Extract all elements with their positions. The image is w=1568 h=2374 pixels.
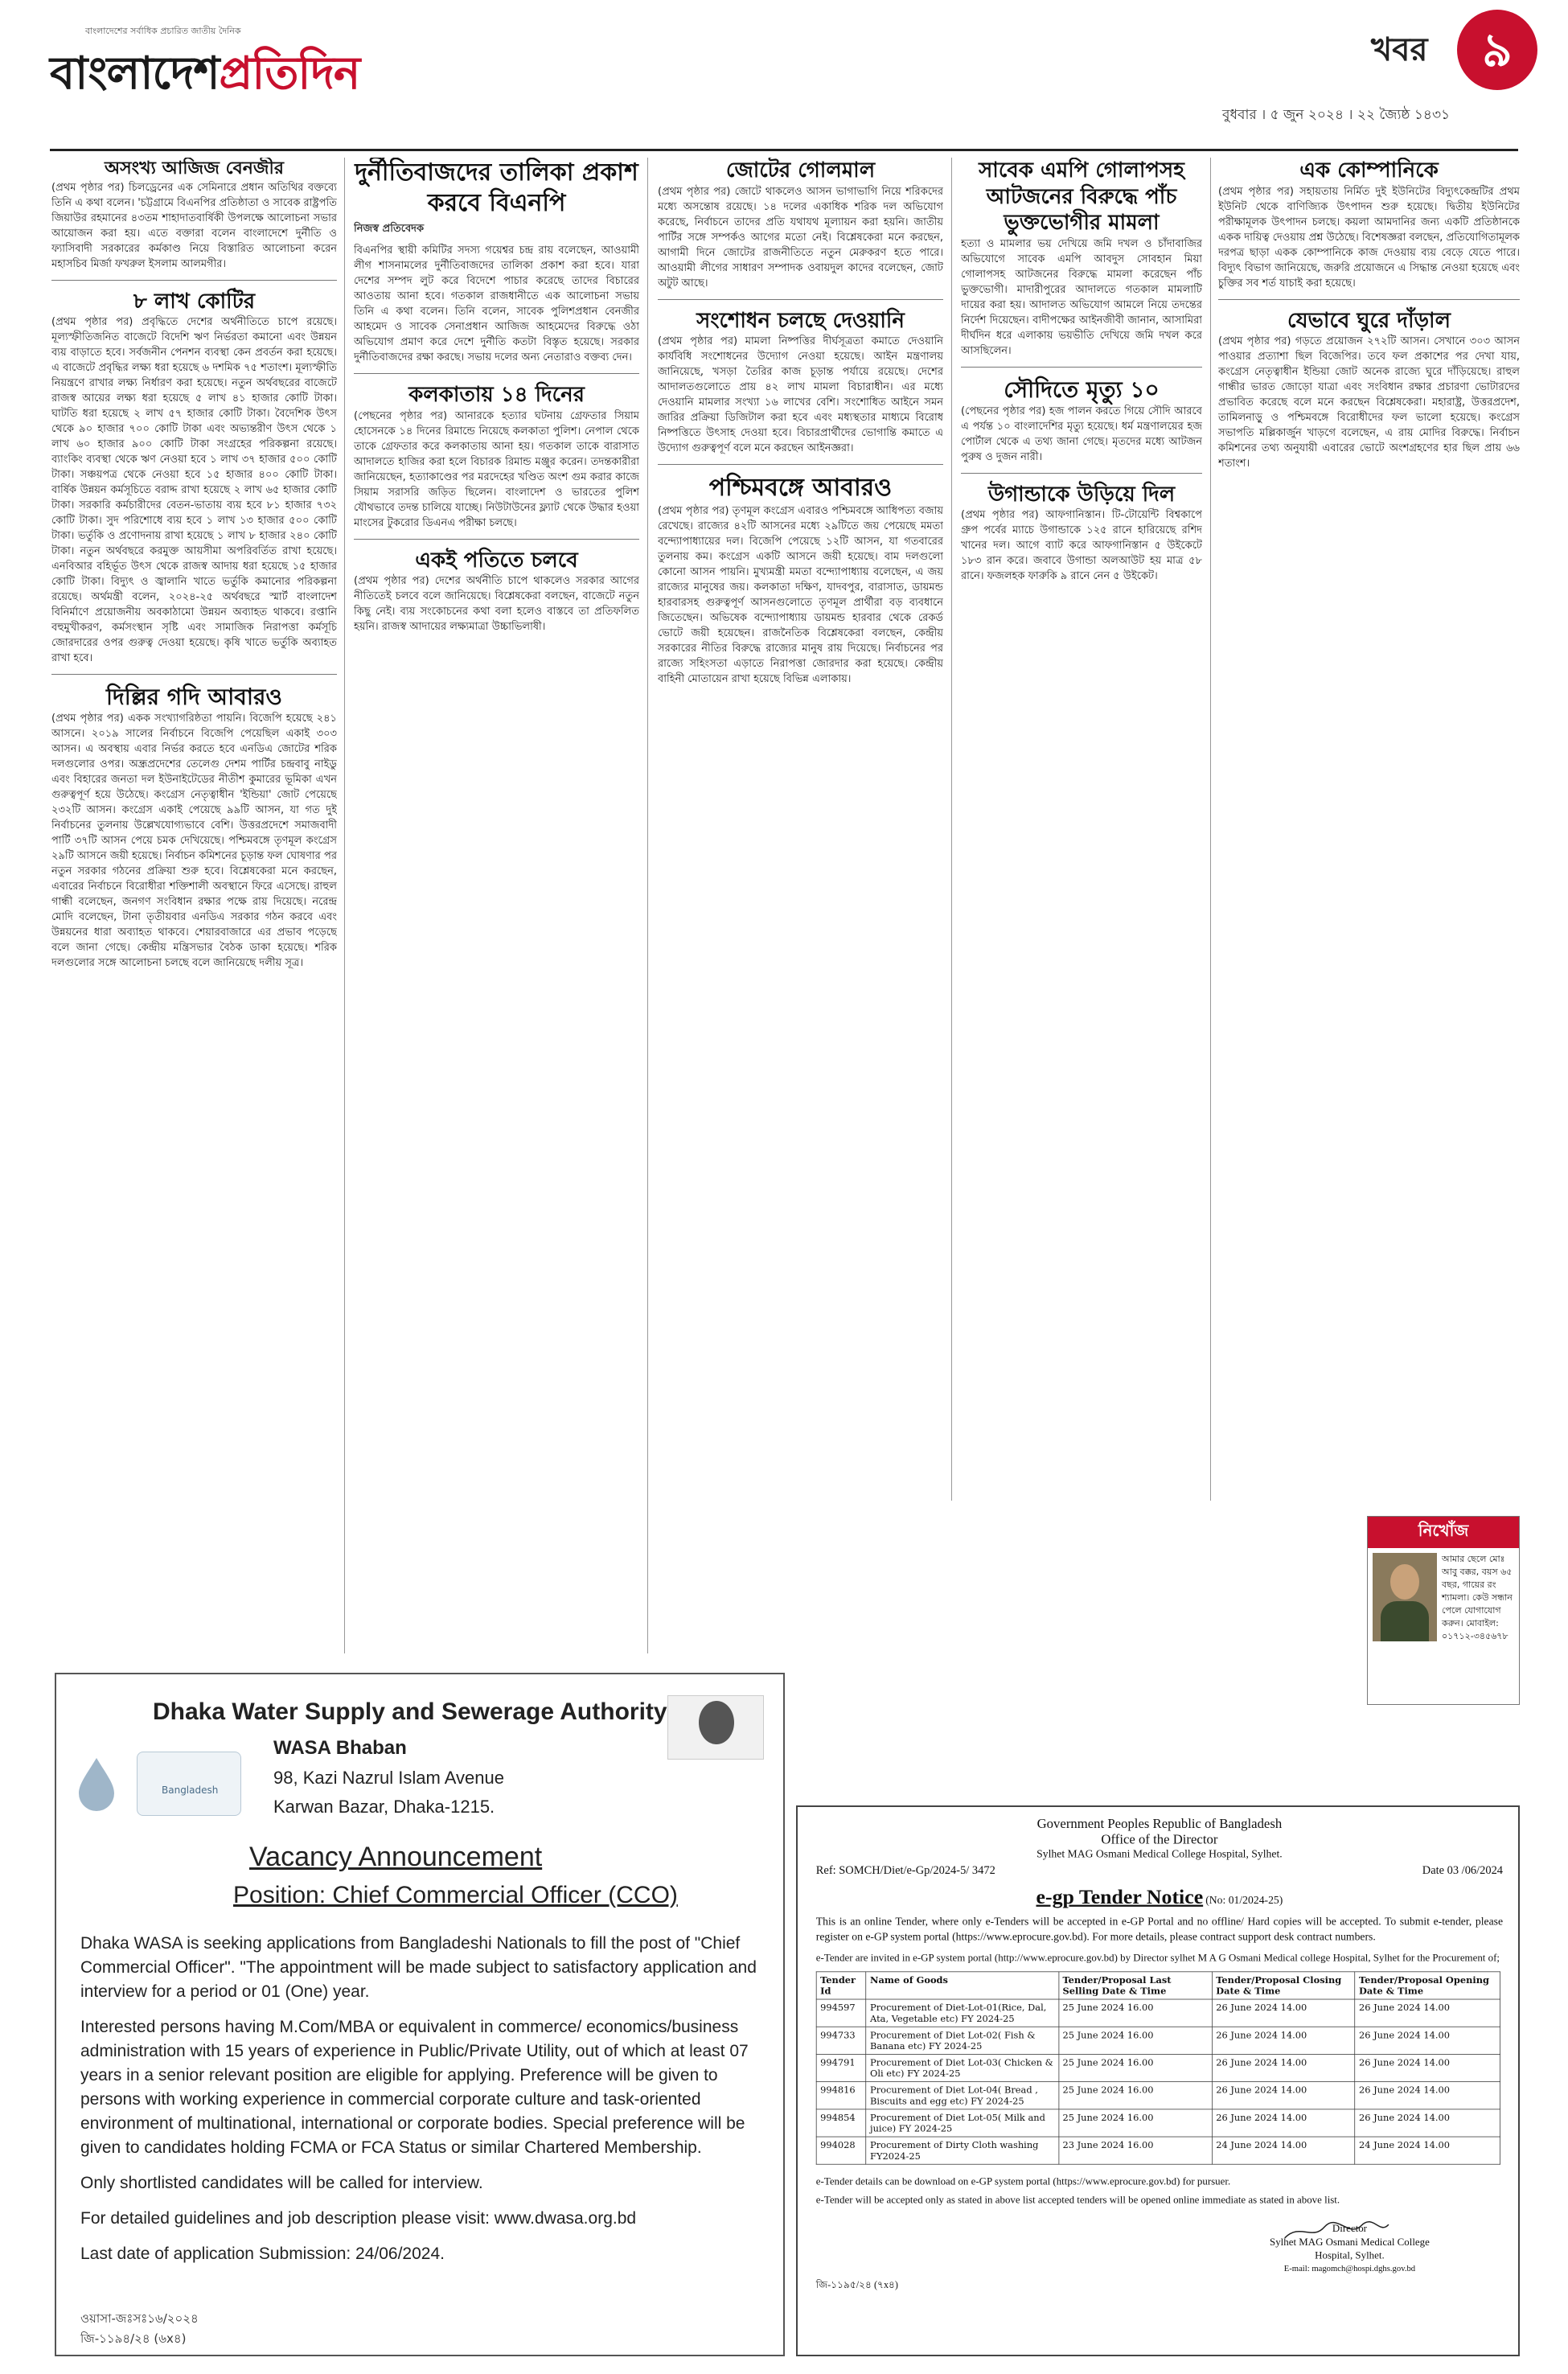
article-text: (প্রথম পৃষ্ঠার পর) দেশের অর্থনীতি চাপে থাকলেও সরকার আগের নীতিতেই চলবে বলে জানিয়েছে। বিশ্লেষকেরা বলছেন, বাজেটে নতুন কিছু নেই। ব্যয় সংকোচনের কথা বলা হলেও বাস্তবে তা প্রতিফলিত হয়নি। রাজস্ব আদায়ের লক্ষ্যমাত্রা উচ্চাভিলাষী। bbox=[354, 575, 639, 633]
wasa-org-name: Dhaka Water Supply and Sewerage Authority bbox=[153, 1698, 667, 1725]
logo-name bbox=[50, 39, 359, 114]
article-text: (প্রথম পৃষ্ঠার পর) চিলড্রেনের এক সেমিনারে প্রধান অতিথির বক্তব্যে তিনি এ কথা বলেন। 'চট্টগ্রামে বিএনপির প্রতিষ্ঠাতা ও সাবেক রাষ্ট্রপতি জিয়াউর রহমানের ৪৩তম শাহাদাতবার্ষিকী উপলক্ষে আলোচনা সভার আয়োজন করা হয়। এতে বক্তারা বলেন বাংলাদেশে দুর্নীতি ও ফ্যাসিবাদী সরকারের কর্মকাণ্ড নিয়ে বিস্তারিত আলোচনা করেন মহাসচিব মির্জা ফখরুল ইসলাম আলমগীর। bbox=[51, 181, 337, 270]
tender-table-body bbox=[816, 1999, 1500, 2164]
sig-line-2: Sylhet MAG Osmani Medical College bbox=[1270, 2236, 1430, 2248]
divider bbox=[354, 373, 639, 374]
column-rule bbox=[344, 158, 345, 1653]
table-cell: 994597 bbox=[816, 1999, 866, 2027]
article-text: হত্যা ও মামলার ভয় দেখিয়ে জমি দখল ও চাঁদাবাজির অভিযোগে সাবেক এমপি আবদুস সোবহান মিয়া গোলাপসহ আটজনের বিরুদ্ধে মামলা করেছেন পাঁচ ভুক্তভোগী। মাদারীপুরের আদালতে গতকাল মামলাটি দায়ের করা হয়। আদালত অভিযোগ আমলে নিয়ে তদন্তের নির্দেশ দিয়েছেন। বাদীপক্ষের আইনজীবী জানান, আসামিরা দীর্ঘদিন ধরে এলাকায় ভয়ভীতি দেখিয়ে জমি দখল করে আসছিলেন। bbox=[961, 237, 1202, 357]
headline-alliance[interactable]: জোটের গোলমাল bbox=[725, 158, 876, 183]
page-number: ৯ bbox=[1457, 10, 1537, 90]
wasa-title: Vacancy Announcement bbox=[249, 1842, 543, 1872]
masthead-rule bbox=[50, 149, 1518, 151]
table-cell: 994028 bbox=[816, 2137, 866, 2164]
headline-civil-procedure[interactable]: সংশোধন চলছে দেওয়ানি bbox=[696, 308, 905, 333]
table-cell: Procurement of Diet Lot-03( Chicken & Oli etc) FY 2024-25 bbox=[866, 2054, 1058, 2081]
photo-face bbox=[1390, 1564, 1419, 1600]
headline-aziz-benazir[interactable]: অসংখ্য আজিজ বেনজীর bbox=[105, 158, 284, 179]
table-cell: 994791 bbox=[816, 2054, 866, 2081]
table-cell: 26 June 2024 14.00 bbox=[1355, 2109, 1500, 2137]
tender-notice-ad bbox=[796, 1805, 1520, 2356]
table-cell: 25 June 2024 16.00 bbox=[1059, 2109, 1213, 2137]
table-cell: Procurement of Diet-Lot-01(Rice, Dal, Ata, Vegetable etc) FY 2024-25 bbox=[866, 1999, 1058, 2027]
article-text: (প্রথম পৃষ্ঠার পর) গড়তে প্রয়োজন ২৭২টি আসন। সেখানে ৩০৩ আসন পাওয়ার প্রত্যাশা ছিল বিজেপির। তবে ফল প্রকাশের পর দেখা যায়, কংগ্রেস নেতৃত্বাধীন ইন্ডিয়া জোট অনেক রাজ্যে ঘুরে দাঁড়িয়েছে। রাহুল গান্ধীর ভারত জোড়ো যাত্রা এবং সংবিধান রক্ষার প্রচারণা ভোটারদের প্রভাবিত করেছে বলে মনে করছেন বিশ্লেষকেরা। মহারাষ্ট্র, উত্তরপ্রদেশ, তামিলনাড়ু ও পশ্চিমবঙ্গে বিরোধীদের ফল ভালো হয়েছে। কংগ্রেস সভাপতি মল্লিকার্জুন খাড়গে বলেছেন, এ রায় মোদির বিরুদ্ধে। নির্বাচন কমিশনের তথ্য অনুযায়ী এবারের ভোটে অংশগ্রহণের হার ছিল প্রায় ৬৬ শতাংশ। bbox=[1218, 335, 1520, 470]
headline-bnp-list[interactable]: দুর্নীতিবাজদের তালিকা প্রকাশ করবে বিএনপি bbox=[355, 158, 638, 217]
wasa-para-4[interactable]: For detailed guidelines and job description please visit: www.dwasa.org.bd bbox=[80, 2209, 637, 2228]
tender-table bbox=[816, 1971, 1500, 2164]
portrait-photo bbox=[699, 1701, 734, 1744]
headline-kolkata[interactable]: কলকাতায় ১৪ দিনের bbox=[408, 383, 585, 407]
table-cell: 26 June 2024 14.00 bbox=[1212, 2027, 1355, 2054]
table-cell: 25 June 2024 16.00 bbox=[1059, 1999, 1213, 2027]
table-cell: 26 June 2024 14.00 bbox=[1212, 2054, 1355, 2081]
article-text: (প্রথম পৃষ্ঠার পর) সহায়তায় নির্মিত দুই ইউনিটের বিদ্যুৎকেন্দ্রটির প্রথম ইউনিট থেকে বাণিজ্যিক উৎপাদন শুরু হয়েছে। দ্বিতীয় ইউনিটের পরীক্ষামূলক উৎপাদন চলছে। কয়লা আমদানির জন্য একটি প্রতিষ্ঠানকে একক দায়িত্ব দেওয়ায় প্রশ্ন উঠেছে। বিশেষজ্ঞরা বলছেন, প্রতিযোগিতামূলক দরপত্র ছাড়া একক কোম্পানিকে কাজ দেওয়ায় ব্যয় বেড়ে যেতে পারে। বিদ্যুৎ বিভাগ জানিয়েছে, জরুরি প্রয়োজনে এ সিদ্ধান্ত নেওয়া হয়েছে এবং চুক্তির সব শর্ত যাচাই করা হয়েছে। bbox=[1218, 185, 1520, 290]
wasa-drop-icon bbox=[72, 1755, 121, 1811]
wasa-body bbox=[80, 1932, 764, 2266]
tender-para-1: This is an online Tender, where only e-Tenders will be accepted in e-GP Portal and no offline/ Hard copies will be accepted. To submit e-tender, please register on e-GP system portal (https://www.eprocure.gov.bd). For more details, please contract support desk contract numbers. bbox=[815, 1915, 1504, 1943]
table-row bbox=[816, 2082, 1500, 2109]
wasa-para-3: Only shortlisted candidates will be called for interview. bbox=[80, 2174, 483, 2192]
article-text: (প্রথম পৃষ্ঠার পর) একক সংখ্যাগরিষ্ঠতা পায়নি। বিজেপি হয়েছে ২৪১ আসনে। ২০১৯ সালের নির্বাচনে বিজেপি পেয়েছিল একাই ৩০৩ আসন। এ অবস্থায় এবার নির্ভর করতে হবে এনডিএ জোটের শরিক দলগুলোর ওপর। অন্ধ্রপ্রদেশের তেলেগু দেশম পার্টির চন্দ্রবাবু নাইডু এবং বিহারের জনতা দল ইউনাইটেডের নীতীশ কুমারের ভূমিকা এখন গুরুত্বপূর্ণ হয়ে উঠেছে। কংগ্রেস নেতৃত্বাধীন 'ইন্ডিয়া' জোট পেয়েছে ২৩২টি আসন। কংগ্রেস একাই পেয়েছে ৯৯টি আসন, যা গত দুই নির্বাচনের তুলনায় উল্লেখযোগ্যভাবে বেশি। উত্তরপ্রদেশে সমাজবাদী পার্টি ৩৭টি আসন পেয়ে চমক দেখিয়েছে। পশ্চিমবঙ্গে তৃণমূল কংগ্রেস ২৯টি আসনে জয়ী হয়েছে। নির্বাচন কমিশনের চূড়ান্ত ফল ঘোষণার পর নতুন সরকার গঠনের প্রক্রিয়া শুরু হবে। বিশ্লেষকেরা মনে করছেন, এবারের নির্বাচনে বিরোধীরা শক্তিশালী অবস্থানে ফিরে এসেছে। রাহুল গান্ধী বলেছেন, জনগণ সংবিধান রক্ষার পক্ষে রায় দিয়েছে। নরেন্দ্র মোদি বলেছেন, টানা তৃতীয়বার এনডিএ সরকার গঠন করবে এবং উন্নয়নের ধারা অব্যাহত থাকবে। শেয়ারবাজারে এর প্রভাব পড়েছে বলে জানা গেছে। কেন্দ্রীয় মন্ত্রিসভার বৈঠক ডাকা হয়েছে। শরিক দলগুলোর সঙ্গে আলোচনা চলছে বলে জানিয়েছে দলীয় সূত্র। bbox=[51, 713, 337, 969]
wasa-address-2: Karwan Bazar, Dhaka-1215. bbox=[273, 1797, 495, 1817]
headline-turnaround[interactable]: যেভাবে ঘুরে দাঁড়াল bbox=[1287, 308, 1451, 333]
table-cell: 26 June 2024 14.00 bbox=[1212, 1999, 1355, 2027]
section-label: খবর bbox=[1371, 31, 1428, 68]
table-cell: Procurement of Diet Lot-02( Fish & Banana etc) FY 2024-25 bbox=[866, 2027, 1058, 2054]
wasa-para-5: Last date of application Submission: 24/06/2024. bbox=[80, 2245, 445, 2263]
headline-west-bengal[interactable]: পশ্চিমবঙ্গে আবারও bbox=[708, 474, 893, 502]
column-4 bbox=[961, 158, 1202, 1501]
wasa-ref-1: ওয়াসা-জঃসঃ১৬/২০২৪ bbox=[80, 2311, 199, 2326]
table-cell: 26 June 2024 14.00 bbox=[1212, 2109, 1355, 2137]
logo-name-a: বাংলাদেশ bbox=[50, 47, 220, 100]
wasa-building: WASA Bhaban bbox=[273, 1737, 407, 1759]
tender-col-header: Tender/Proposal Closing Date & Time bbox=[1212, 1972, 1355, 1999]
table-cell: 24 June 2024 14.00 bbox=[1212, 2137, 1355, 2164]
table-cell: Procurement of Dirty Cloth washing FY2024-25 bbox=[866, 2137, 1058, 2164]
logo-tagline: বাংলাদেশের সর্বাধিক প্রচারিত জাতীয় দৈনিক bbox=[85, 26, 241, 36]
article-text: (প্রথম পৃষ্ঠার পর) তৃণমূল কংগ্রেস এবারও পশ্চিমবঙ্গে আধিপত্য বজায় রেখেছে। রাজ্যের ৪২টি আসনের মধ্যে ২৯টিতে জয় পেয়েছে মমতা বন্দ্যোপাধ্যায়ের দল। বিজেপি পেয়েছে ১২টি আসন, যা গতবারের তুলনায় কম। কংগ্রেস একটি আসনে জয়ী হয়েছে। বাম দলগুলো কোনো আসন পায়নি। মুখ্যমন্ত্রী মমতা বন্দ্যোপাধ্যায় বলেছেন, এ জয় রাজ্যের মানুষের জয়। কলকাতা দক্ষিণ, যাদবপুর, বারাসাত, ডায়মন্ড হারবারসহ গুরুত্বপূর্ণ আসনগুলোতে তৃণমূল প্রার্থীরা বড় ব্যবধানে জিতেছেন। অভিষেক বন্দ্যোপাধ্যায় ডায়মন্ড হারবার থেকে রেকর্ড ভোটে জয়ী হয়েছেন। রাজনৈতিক বিশ্লেষকেরা বলছেন, কেন্দ্রীয় সরকারের নীতির বিরুদ্ধে রাজ্যের মানুষ রায় দিয়েছে। নির্বাচনের পর রাজ্যে সহিংসতা এড়াতে নিরাপত্তা জোরদার করা হয়েছে। কেন্দ্রীয় বাহিনী মোতায়েন রাখা হয়েছে বিভিন্ন এলাকায়। bbox=[658, 504, 943, 685]
tender-office: Office of the Director bbox=[1101, 1831, 1218, 1847]
table-cell: Procurement of Diet Lot-05( Milk and juice) FY 2024-25 bbox=[866, 2109, 1058, 2137]
column-rule bbox=[1210, 158, 1211, 1501]
article-text: (প্রথম পৃষ্ঠার পর) জোটে থাকলেও আসন ভাগাভাগি নিয়ে শরিকদের মধ্যে অসন্তোষ রয়েছে। ১৪ দলের একাধিক শরিক দল অভিযোগ করেছে, নির্বাচনে তাদের প্রতি যথাযথ মূল্যায়ন করা হয়নি। জাতীয় পার্টির সঙ্গে সম্পর্কও আগের মতো নেই। বিশ্লেষকেরা মনে করছেন, আগামী দিনে জোটের রাজনীতিতে নতুন মেরুকরণ হতে পারে। আওয়ামী লীগের সাধারণ সম্পাদক ওবায়দুল কাদের বলেছেন, জোট অটুট আছে। bbox=[658, 185, 943, 290]
tender-col-header: Tender/Proposal Opening Date & Time bbox=[1355, 1972, 1500, 1999]
portrait-banner bbox=[667, 1695, 764, 1760]
article-text: বিএনপির স্থায়ী কমিটির সদস্য গয়েশ্বর চন্দ্র রায় বলেছেন, আওয়ামী লীগ শাসনামলের দুর্নীতিবাজদের তালিকা প্রকাশ করা হবে। যারা দেশের সম্পদ লুট করে বিদেশে পাচার করেছে তাদের বিচারের আওতায় আনা হবে। গতকাল রাজধানীতে এক আলোচনা সভায় তিনি এ কথা বলেন। তিনি বলেন, সাবেক পুলিশপ্রধান বেনজীর আহমেদ ও সাবেক সেনাপ্রধান আজিজ আহমেদের বিরুদ্ধে ওঠা অভিযোগ প্রমাণ করে দেশে দুর্নীতি কতটা বিস্তৃত হয়েছে। সরকার দুর্নীতিবাজদের রক্ষা করছে। সভায় দলের অন্য নেতারাও বক্তব্য দেন। bbox=[354, 244, 639, 363]
wasa-logo bbox=[137, 1752, 241, 1816]
table-cell: 25 June 2024 16.00 bbox=[1059, 2027, 1213, 2054]
headline-8-lakh-crore[interactable]: ৮ লাখ কোটির bbox=[133, 289, 256, 314]
tender-para-4: e-Tender will be accepted only as stated in above list accepted tenders will be opened online immediate as stated in above list. bbox=[815, 2194, 1340, 2206]
missing-title: নিখোঁজ bbox=[1368, 1517, 1519, 1548]
table-cell: 26 June 2024 14.00 bbox=[1355, 2054, 1500, 2081]
tender-date: Date 03 /06/2024 bbox=[1422, 1863, 1504, 1877]
divider bbox=[51, 280, 337, 281]
photo-shirt bbox=[1381, 1601, 1429, 1641]
wasa-ref-2: জি-১১৯৪/২৪ (৬x৪) bbox=[80, 2331, 187, 2346]
article-text: (পেছনের পৃষ্ঠার পর) হজ পালন করতে গিয়ে সৌদি আরবে এ পর্যন্ত ১০ বাংলাদেশির মৃত্যু হয়েছে। ধর্ম মন্ত্রণালয়ের হজ পোর্টাল থেকে এ তথ্য জানা গেছে। মৃতদের মধ্যে আটজন পুরুষ ও দুজন নারী। bbox=[961, 405, 1202, 463]
tender-col-header: Tender Id bbox=[816, 1972, 866, 1999]
article-text: (প্রথম পৃষ্ঠার পর) প্রবৃদ্ধিতে দেশের অর্থনীতিতে চাপে রয়েছে। মূল্যস্ফীতিজনিত বাজেটে বিদেশি ঋণ নির্ভরতা কমানো এবং উন্নয়ন ব্যয় বাড়াতে হবে। সর্বজনীন পেনশন ব্যবস্থা কেন প্রবর্তন করা হয়েছে। এ বাজেটে প্রবৃদ্ধির লক্ষ্য ধরা হয়েছে ৬ দশমিক ৭৫ শতাংশ। মূল্যস্ফীতি নিয়ন্ত্রণে রাখার লক্ষ্য নির্ধারণ করা হয়েছে। নতুন অর্থবছরের বাজেটে রাজস্ব আয়ের লক্ষ্য ধরা হয়েছে ৫ লাখ ৪১ হাজার কোটি টাকা। ঘাটতি ধরা হয়েছে ২ লাখ ৫৭ হাজার কোটি টাকা। বৈদেশিক উৎস থেকে ৯০ হাজার ৭০০ কোটি টাকা এবং অভ্যন্তরীণ উৎস থেকে ১ লাখ ৬০ হাজার ৯০০ কোটি টাকা সংগ্রহের পরিকল্পনা রয়েছে। ব্যাংকিং ব্যবস্থা থেকে ঋণ নেওয়া হবে ১ লাখ ৩৭ হাজার ৫০০ কোটি টাকা। সঞ্চয়পত্র থেকে নেওয়া হবে ১৫ হাজার ৪০০ কোটি টাকা। বার্ষিক উন্নয়ন কর্মসূচিতে বরাদ্দ রাখা হয়েছে ২ লাখ ৬৫ হাজার কোটি টাকা। সরকারি কর্মচারীদের বেতন-ভাতায় ব্যয় হবে ৮১ হাজার ৭৩২ কোটি টাকা। সুদ পরিশোধে ব্যয় হবে ১ লাখ ১৩ হাজার ৫০০ কোটি টাকা। ভর্তুকি ও প্রণোদনায় রাখা হয়েছে ১ লাখ ৮ হাজার ২৪০ কোটি টাকা। নতুন অর্থবছরে করমুক্ত আয়সীমা অপরিবর্তিত রাখা হয়েছে। এনবিআর বহির্ভূত উৎস থেকে রাজস্ব আদায় ধরা হয়েছে ১৫ হাজার কোটি টাকা। বিদ্যুৎ ও জ্বালানি খাতে ভর্তুকি কমানোর পরিকল্পনা রয়েছে। অর্থমন্ত্রী বলেন, ২০২৪-২৫ অর্থবছরে স্মার্ট বাংলাদেশ বিনির্মাণে প্রয়োজনীয় অবকাঠামো উন্নয়ন অব্যাহত থাকবে। রপ্তানি বহুমুখীকরণ, কর্মসংস্থান সৃষ্টি এবং সামাজিক নিরাপত্তা কর্মসূচি জোরদারের ওপর গুরুত্ব দেওয়া হয়েছে। কৃষি খাতে ভর্তুকি অব্যাহত রাখা হবে। bbox=[51, 316, 337, 664]
headline-saudi-deaths[interactable]: সৌদিতে মৃত্যু ১০ bbox=[1004, 376, 1160, 403]
missing-person-photo bbox=[1373, 1553, 1437, 1641]
table-row bbox=[816, 2137, 1500, 2164]
wasa-logo-text: Bangladesh bbox=[162, 1785, 219, 1796]
wasa-para-1: Dhaka WASA is seeking applications from Bangladeshi Nationals to fill the post of "Chief Commercial Officer". "The appointment will be made subject to satisfactory application and interview for a period or 01 (One) year. bbox=[80, 1934, 757, 2001]
tender-hospital: Sylhet MAG Osmani Medical College Hospital, Sylhet. bbox=[1036, 1847, 1283, 1860]
sig-line-3: Hospital, Sylhet. bbox=[1315, 2249, 1385, 2261]
table-cell: 994854 bbox=[816, 2109, 866, 2137]
column-2 bbox=[354, 158, 639, 1653]
table-cell: 26 June 2024 14.00 bbox=[1355, 2027, 1500, 2054]
divider bbox=[658, 299, 943, 300]
table-cell: 24 June 2024 14.00 bbox=[1355, 2137, 1500, 2164]
tender-gov: Government Peoples Republic of Bangladesh bbox=[1036, 1815, 1283, 1831]
tender-table-header bbox=[816, 1972, 1500, 1999]
article-text: (প্রথম পৃষ্ঠার পর) মামলা নিষ্পত্তির দীর্ঘসূত্রতা কমাতে দেওয়ানি কার্যবিধি সংশোধনের উদ্যোগ নেওয়া হয়েছে। আইন মন্ত্রণালয় জানিয়েছে, খসড়া তৈরির কাজ চূড়ান্ত পর্যায়ে রয়েছে। দেশের আদালতগুলোতে প্রায় ৪২ লাখ মামলা বিচারাধীন। এর মধ্যে দেওয়ানি মামলার সংখ্যা ১৬ লাখের বেশি। সংশোধিত আইনে সমন জারির প্রক্রিয়া ডিজিটাল করা হবে এবং মধ্যস্থতার মাধ্যমে বিরোধ নিষ্পত্তিতে উৎসাহ দেওয়া হবে। বিচারপ্রার্থীদের ভোগান্তি কমাতে এ উদ্যোগ গুরুত্বপূর্ণ বলে মনে করছেন আইনজ্ঞরা। bbox=[658, 335, 943, 454]
tender-gd: জি-১১৯৫/২৪ (৭x৪) bbox=[815, 2280, 898, 2291]
column-rule bbox=[951, 158, 952, 1501]
table-cell: 994733 bbox=[816, 2027, 866, 2054]
tender-para-3[interactable]: e-Tender details can be download on e-GP system portal (https://www.eprocure.gov.bd) for pursuer. bbox=[815, 2175, 1231, 2187]
masthead bbox=[0, 0, 1568, 157]
tender-signature-block bbox=[1270, 2222, 1430, 2276]
table-row bbox=[816, 1999, 1500, 2027]
divider bbox=[961, 367, 1202, 368]
tender-ref: Ref: SOMCH/Diet/e-Gp/2024-5/ 3472 bbox=[815, 1863, 995, 1877]
table-cell: 26 June 2024 14.00 bbox=[1355, 1999, 1500, 2027]
table-cell: 994816 bbox=[816, 2082, 866, 2109]
headline-one-company[interactable]: এক কোম্পানিকে bbox=[1299, 158, 1439, 183]
missing-text: আমার ছেলে মোঃ আবু বক্কর, বয়স ৬৫ বছর, গায়ের রং শ্যামলা। কেউ সন্ধান পেলে যোগাযোগ করুন। মোবাইল: ০১৭১২-৩৪৫৬৭৮ bbox=[1442, 1554, 1513, 1641]
article-text: (প্রথম পৃষ্ঠার পর) আফগানিস্তান। টি-টোয়েন্টি বিশ্বকাপে গ্রুপ পর্বের ম্যাচে উগান্ডাকে ১২৫ রানে হারিয়েছে রশিদ খানের দল। আগে ব্যাট করে আফগানিস্তান ৫ উইকেটে ১৮৩ রান করে। জবাবে উগান্ডা অলআউট হয় মাত্র ৫৮ রানে। ফজলহক ফারুকি ৯ রানে নেন ৫ উইকেট। bbox=[961, 509, 1202, 582]
table-cell: 25 June 2024 16.00 bbox=[1059, 2054, 1213, 2081]
article-text: (পেছনের পৃষ্ঠার পর) আনারকে হত্যার ঘটনায় গ্রেফতার সিয়াম হোসেনকে ১৪ দিনের রিমান্ডে নিয়েছে কলকাতা পুলিশ। নেপাল থেকে তাকে গ্রেফতার করে কলকাতায় আনা হয়। গতকাল তাকে বারাসাত আদালতে হাজির করা হলে বিচারক রিমান্ড মঞ্জুর করেন। তদন্তকারীরা জানিয়েছেন, হত্যাকাণ্ডের পর মরদেহের খণ্ডিত অংশ গুম করার কাজে সিয়াম সরাসরি জড়িত ছিলেন। বাংলাদেশ ও ভারতের পুলিশ যৌথভাবে তদন্ত চালিয়ে যাচ্ছে। নিউটাউনের ফ্ল্যাট থেকে উদ্ধার হওয়া মাংসের টুকরোর ডিএনএ পরীক্ষা চলছে। bbox=[354, 409, 639, 529]
dateline: বুধবার । ৫ জুন ২০২৪ । ২২ জ্যৈষ্ঠ ১৪৩১ bbox=[1222, 107, 1451, 123]
byline: নিজস্ব প্রতিবেদক bbox=[354, 223, 425, 235]
table-row bbox=[816, 2027, 1500, 2054]
signature-scribble bbox=[1282, 2220, 1392, 2244]
table-cell: 26 June 2024 14.00 bbox=[1212, 2082, 1355, 2109]
headline-same-path[interactable]: একই পতিতে চলবে bbox=[415, 548, 578, 573]
tender-no: (No: 01/2024-25) bbox=[1205, 1893, 1283, 1907]
column-3 bbox=[658, 158, 943, 1501]
table-row bbox=[816, 2109, 1500, 2137]
table-cell: 25 June 2024 16.00 bbox=[1059, 2082, 1213, 2109]
tender-title: e-gp Tender Notice bbox=[1036, 1886, 1204, 1909]
tender-col-header: Name of Goods bbox=[866, 1972, 1058, 1999]
headline-delhi[interactable]: দিল্লির গদি আবারও bbox=[106, 684, 282, 710]
divider bbox=[354, 539, 639, 540]
wasa-position: Position: Chief Commercial Officer (CCO) bbox=[233, 1882, 678, 1908]
tender-para-2: e-Tender are invited in e-GP system portal (http://www.eprocure.gov.bd) by Director sylhet M A G Osmani Medical college Hospital, Sylhet for the Procurement of; bbox=[815, 1952, 1500, 1964]
wasa-address-1: 98, Kazi Nazrul Islam Avenue bbox=[273, 1768, 504, 1788]
headline-golap-case[interactable]: সাবেক এমপি গোলাপসহ আটজনের বিরুদ্ধে পাঁচ ভুক্তভোগীর মামলা bbox=[979, 158, 1184, 235]
divider bbox=[961, 473, 1202, 474]
sig-line-1: Director bbox=[1332, 2222, 1367, 2235]
column-5 bbox=[1218, 158, 1520, 1509]
divider bbox=[51, 674, 337, 675]
sig-email[interactable]: E-mail: magomch@hospi.dghs.gov.bd bbox=[1283, 2264, 1416, 2273]
newspaper-logo[interactable] bbox=[50, 24, 388, 145]
table-cell: 23 June 2024 16.00 bbox=[1059, 2137, 1213, 2164]
wasa-para-2: Interested persons having M.Com/MBA or equivalent in commerce/ economics/business administration with 15 years of experience in Public/Private Utility, out of which at least 07 years in a senior relevant position are eligible for applying. Preference will be given to persons with working experience in commercial corporate culture and task-oriented environment of multinational, international or corporate bodies. Special preference will be given to candidates holding FCMA or FCA Status or similar Chartered Membership. bbox=[80, 2018, 749, 2157]
tender-col-header: Tender/Proposal Last Selling Date & Time bbox=[1059, 1972, 1213, 1999]
divider bbox=[1218, 299, 1520, 300]
table-cell: Procurement of Diet Lot-04( Bread , Biscuits and egg etc) FY 2024-25 bbox=[866, 2082, 1058, 2109]
table-row bbox=[816, 2054, 1500, 2081]
column-1 bbox=[51, 158, 337, 1670]
divider bbox=[658, 464, 943, 465]
table-cell: 26 June 2024 14.00 bbox=[1355, 2082, 1500, 2109]
wasa-vacancy-ad bbox=[55, 1673, 785, 2356]
logo-name-b: প্রতিদিন bbox=[219, 47, 360, 100]
missing-person-notice bbox=[1367, 1516, 1520, 1705]
headline-uganda[interactable]: উগান্ডাকে উড়িয়ে দিল bbox=[987, 482, 1176, 507]
column-rule bbox=[647, 158, 648, 1653]
